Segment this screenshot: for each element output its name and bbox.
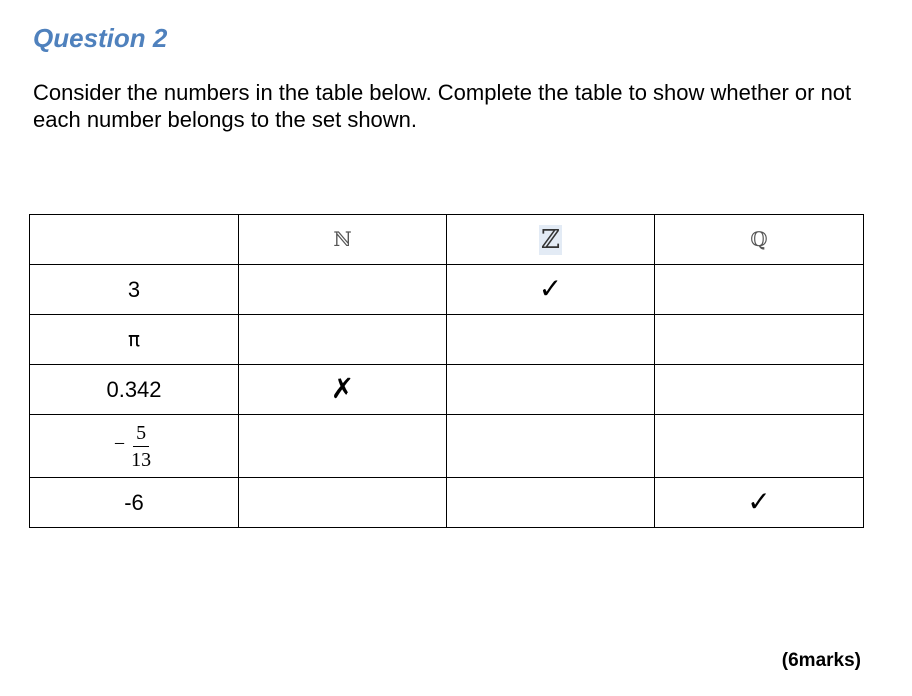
table-row (30, 315, 864, 365)
number-cell (30, 315, 239, 365)
table-header-row (30, 215, 864, 265)
natural-numbers-symbol: ℕ (333, 227, 352, 251)
fraction (128, 421, 154, 472)
answer-cell[interactable] (447, 365, 655, 415)
number-value: 3 (127, 276, 141, 302)
fraction-numerator: 5 (133, 421, 149, 447)
answer-cell[interactable] (447, 315, 655, 365)
cross-mark-icon: ✗ (330, 372, 355, 405)
answer-cell[interactable] (447, 478, 655, 528)
answer-cell[interactable] (655, 315, 864, 365)
answer-cell[interactable] (239, 478, 447, 528)
answer-cell[interactable] (239, 315, 447, 365)
answer-cell[interactable] (655, 365, 864, 415)
table-row (30, 365, 864, 415)
answer-cell[interactable] (239, 415, 447, 478)
fraction-sign: − (113, 432, 126, 455)
header-cell-integers (447, 215, 655, 265)
answer-cell[interactable] (655, 478, 864, 528)
fraction-value (114, 421, 154, 472)
number-cell (30, 415, 239, 478)
answer-cell[interactable] (655, 265, 864, 315)
answer-cell[interactable] (239, 365, 447, 415)
table-row (30, 478, 864, 528)
check-mark-icon: ✓ (747, 485, 771, 518)
number-cell (30, 365, 239, 415)
question-title: Question 2 (33, 23, 168, 53)
table-row (30, 415, 864, 478)
answer-cell[interactable] (447, 415, 655, 478)
check-mark-icon: ✓ (538, 272, 563, 305)
answer-cell[interactable] (655, 415, 864, 478)
answer-cell[interactable] (447, 265, 655, 315)
marks-label: (6marks) (781, 650, 861, 671)
number-cell (30, 478, 239, 528)
integers-symbol: ℤ (541, 224, 560, 255)
header-cell-rationals (655, 215, 864, 265)
question-instructions: Consider the numbers in the table below. Complete the table to show whether or not each number belongs to the set shown. (33, 80, 852, 132)
number-sets-table (29, 214, 864, 528)
number-value: π (127, 327, 141, 351)
number-value: 0.342 (106, 376, 162, 402)
header-cell-natural (239, 215, 447, 265)
fraction-denominator: 13 (131, 448, 152, 471)
rational-numbers-symbol: ℚ (750, 227, 768, 251)
answer-cell[interactable] (239, 265, 447, 315)
table-row (30, 265, 864, 315)
number-cell (30, 265, 239, 315)
header-cell-blank (30, 215, 239, 265)
number-value: -6 (124, 489, 144, 515)
